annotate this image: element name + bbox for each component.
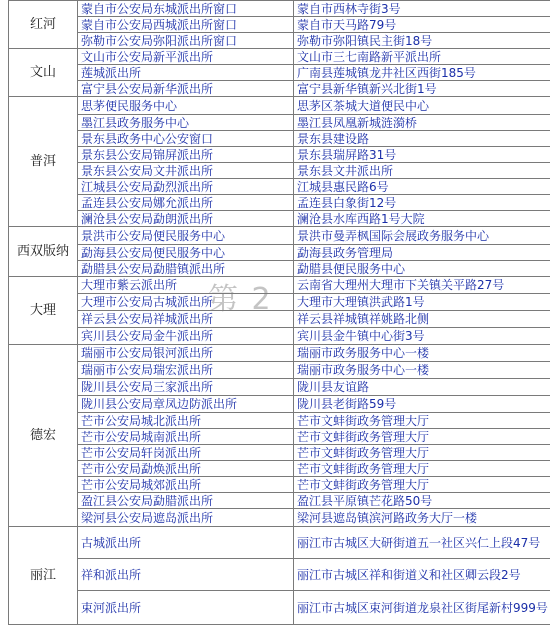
station-name-cell: 大理市紫云派出所 [78,277,294,294]
address-cell: 宾川县金牛镇中心街3号 [294,328,550,345]
station-name-cell: 芒市公安局城北派出所 [78,413,294,429]
station-name-cell: 孟连县公安局娜允派出所 [78,195,294,211]
table-row [9,445,550,461]
table-row [9,131,550,147]
station-name-cell: 芒市公安局城郊派出所 [78,477,294,493]
station-name-cell: 景东县公安局锦屏派出所 [78,147,294,163]
station-name-cell: 束河派出所 [78,591,294,625]
region-cell: 丽江 [9,527,78,625]
police-station-table [8,0,550,625]
station-name-cell: 莲城派出所 [78,65,294,81]
station-name-cell: 蒙自市公安局西城派出所窗口 [78,17,294,33]
address-cell: 芒市文蚌街政务管理大厅 [294,445,550,461]
address-cell: 芒市文蚌街政务管理大厅 [294,461,550,477]
station-name-cell: 景洪市公安局便民服务中心 [78,227,294,245]
station-name-cell: 宾川县公安局金牛派出所 [78,328,294,345]
table-row [9,413,550,429]
page-watermark: 第 2 [208,274,273,318]
station-name-cell: 文山市公安局新平派出所 [78,49,294,65]
table-row [9,493,550,509]
address-cell: 弥勒市弥阳镇民主街18号 [294,33,550,49]
region-cell: 红河 [9,1,78,49]
address-cell: 盈江县平原镇芒花路50号 [294,493,550,509]
address-cell: 丽江市古城区束河街道龙泉社区街尾新村999号 [294,591,550,625]
address-cell: 梁河县遮岛镇滨河路政务大厅一楼 [294,509,550,527]
address-cell: 孟连县白象街12号 [294,195,550,211]
table-row [9,261,550,277]
table-row [9,328,550,345]
address-cell: 蒙自市天马路79号 [294,17,550,33]
address-cell: 澜沧县水库西路1号大院 [294,211,550,227]
address-cell: 祥云县祥城镇祥姚路北侧 [294,311,550,328]
address-cell: 芒市文蚌街政务管理大厅 [294,477,550,493]
table-row [9,362,550,379]
table-row [9,81,550,97]
station-name-cell: 勐海县公安局便民服务中心 [78,245,294,261]
address-cell: 富宁县新华镇新兴北街1号 [294,81,550,97]
table-row [9,345,550,362]
table-row [9,17,550,33]
address-cell: 蒙自市西林寺街3号 [294,1,550,17]
address-cell: 勐腊县便民服务中心 [294,261,550,277]
station-name-cell: 梁河县公安局遮岛派出所 [78,509,294,527]
table-row [9,379,550,396]
address-cell: 江城县惠民路6号 [294,179,550,195]
address-cell: 芒市文蚌街政务管理大厅 [294,413,550,429]
table-row [9,211,550,227]
table-row [9,97,550,115]
station-name-cell: 思茅便民服务中心 [78,97,294,115]
station-name-cell: 古城派出所 [78,527,294,559]
station-name-cell: 墨江县政务服务中心 [78,115,294,131]
address-cell: 思茅区茶城大道便民中心 [294,97,550,115]
station-name-cell: 祥云县公安局祥城派出所 [78,311,294,328]
station-name-cell: 祥和派出所 [78,559,294,591]
station-name-cell: 弥勒市公安局弥阳派出所窗口 [78,33,294,49]
address-cell: 景东县瑞屏路31号 [294,147,550,163]
address-cell: 瑞丽市政务服务中心一楼 [294,345,550,362]
station-name-cell: 江城县公安局勐烈派出所 [78,179,294,195]
station-name-cell: 景东县政务中心公安窗口 [78,131,294,147]
station-name-cell: 瑞丽市公安局银河派出所 [78,345,294,362]
table-row [9,49,550,65]
table-row [9,294,550,311]
address-cell: 陇川县老街路59号 [294,396,550,413]
station-name-cell: 芒市公安局勐焕派出所 [78,461,294,477]
table-row [9,245,550,261]
table-row [9,461,550,477]
table-row [9,115,550,131]
station-name-cell: 瑞丽市公安局瑞宏派出所 [78,362,294,379]
address-cell: 丽江市古城区大研街道五一社区兴仁上段47号 [294,527,550,559]
station-name-cell: 芒市公安局城南派出所 [78,429,294,445]
table-row [9,311,550,328]
table-row [9,195,550,211]
table-row [9,396,550,413]
region-cell: 大理 [9,277,78,345]
address-cell: 丽江市古城区祥和街道义和社区卿云段2号 [294,559,550,591]
table-row [9,559,550,591]
table-row [9,1,550,17]
station-name-cell: 富宁县公安局新华派出所 [78,81,294,97]
table-row [9,429,550,445]
address-cell: 景洪市曼弄枫国际会展政务服务中心 [294,227,550,245]
table-row [9,227,550,245]
station-name-cell: 景东县公安局文井派出所 [78,163,294,179]
station-name-cell: 勐腊县公安局勐腊镇派出所 [78,261,294,277]
station-name-cell: 澜沧县公安局勐朗派出所 [78,211,294,227]
address-cell: 芒市文蚌街政务管理大厅 [294,429,550,445]
address-cell: 广南县莲城镇龙井社区西街185号 [294,65,550,81]
table-row [9,33,550,49]
station-name-cell: 芒市公安局轩岗派出所 [78,445,294,461]
table-row [9,527,550,559]
address-cell: 陇川县友谊路 [294,379,550,396]
station-name-cell: 大理市公安局古城派出所 [78,294,294,311]
table-row [9,477,550,493]
region-cell: 西双版纳 [9,227,78,277]
region-cell: 文山 [9,49,78,97]
station-name-cell: 陇川县公安局三家派出所 [78,379,294,396]
station-name-cell: 盈江县公安局勐腊派出所 [78,493,294,509]
address-cell: 云南省大理州大理市下关镇关平路27号 [294,277,550,294]
table-row [9,591,550,625]
address-cell: 墨江县凤凰新城涟漪桥 [294,115,550,131]
region-cell: 普洱 [9,97,78,227]
station-name-cell: 蒙自市公安局东城派出所窗口 [78,1,294,17]
address-cell: 文山市三七南路新平派出所 [294,49,550,65]
table-row [9,179,550,195]
table-row [9,163,550,179]
station-name-cell: 陇川县公安局章凤边防派出所 [78,396,294,413]
table-row [9,65,550,81]
region-cell: 德宏 [9,345,78,527]
address-cell: 大理市大理镇洪武路1号 [294,294,550,311]
address-cell: 勐海县政务管理局 [294,245,550,261]
address-cell: 景东县建设路 [294,131,550,147]
table-row [9,509,550,527]
table-row [9,277,550,294]
table-row [9,147,550,163]
address-cell: 景东县文井派出所 [294,163,550,179]
address-cell: 瑞丽市政务服务中心一楼 [294,362,550,379]
table-body [9,1,550,625]
